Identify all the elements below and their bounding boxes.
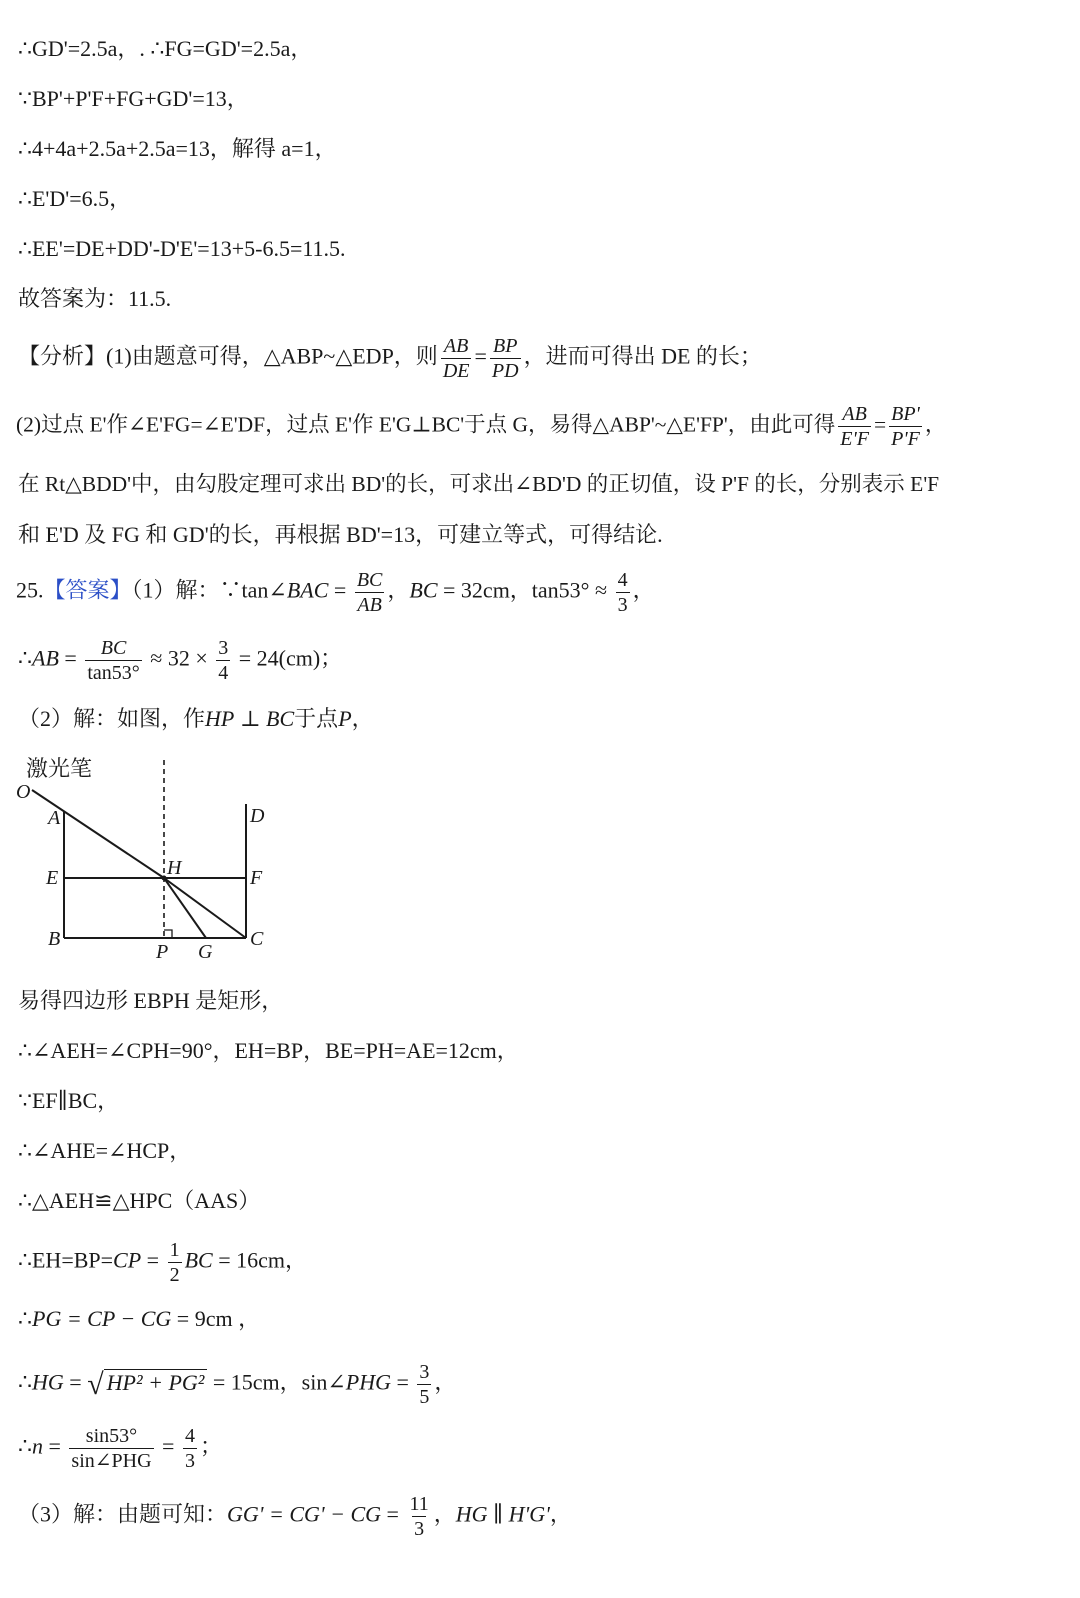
text-line: 在 Rt△BDD'中，由勾股定理可求出 BD'的长，可求出∠BD'D 的正切值，设 P'F 的长，分别表示 E'F — [18, 472, 940, 496]
math-var: BC — [266, 706, 295, 731]
math-var: AB — [32, 645, 59, 671]
math-var: BAC — [286, 577, 329, 603]
math-expression: GG' = CG' − CG — [227, 1501, 382, 1527]
math-var: BC — [184, 1247, 213, 1273]
fraction-bc-ab: $\frac{BC}{AB}$ — [356, 569, 383, 616]
label-d: D — [250, 805, 265, 827]
text-line: 易得四边形 EBPH 是矩形， — [18, 988, 284, 1013]
math-expression: HG ∥ H'G' — [455, 1501, 550, 1527]
math-text: = — [328, 577, 352, 603]
fraction-sin53-sinphg: $\frac{\sin 53^\circ}{\text{sin∠PHG}}$ — [71, 1425, 152, 1472]
math-text: ， — [434, 1369, 457, 1395]
text-line: ∴4+4a+2.5a+2.5a=13，解得 a=1， — [18, 136, 337, 161]
math-var: P — [338, 706, 352, 731]
math-text: = — [391, 1369, 415, 1395]
fraction-4-3: $\frac{4}{3}$ — [184, 1425, 195, 1472]
segment-hg — [164, 878, 206, 938]
math-var: PHG — [345, 1369, 391, 1395]
analysis-text: (1)由题意可得，△ABP~△EDP，则 — [106, 343, 438, 369]
math-text: ∴ — [18, 1433, 32, 1459]
fraction-11-3: $\frac{11}{3}$ — [409, 1493, 429, 1540]
math-expression: PG = CP − CG — [32, 1306, 172, 1331]
point-h-dot — [162, 876, 167, 881]
math-text: = — [156, 1433, 180, 1459]
math-text: ， — [387, 577, 410, 603]
math-line — [18, 706, 374, 732]
analysis-line — [18, 336, 762, 381]
math-text: ∴ — [18, 645, 32, 671]
fraction-3-5: $\frac{3}{5}$ — [419, 1361, 430, 1408]
math-text: = 15cm，sin∠ — [207, 1369, 346, 1395]
math-text: = — [381, 1501, 405, 1527]
equals-sign: = — [474, 343, 487, 369]
laser-line-oh — [32, 790, 164, 878]
label-p: P — [156, 941, 169, 963]
geometry-diagram — [14, 752, 304, 972]
fraction-ab-de: $\frac{AB}{DE}$ — [442, 335, 470, 382]
math-text: ， — [549, 1501, 572, 1527]
laser-pen-label: 激光笔 — [26, 757, 93, 782]
text-line: 故答案为：11.5. — [18, 286, 172, 311]
fraction-4-3: $\frac{4}{3}$ — [617, 569, 628, 616]
analysis-label: 分析 — [40, 343, 85, 369]
text-line: 和 E'D 及 FG 和 GD'的长，再根据 BD'=13，可建立等式，可得结论. — [18, 522, 663, 547]
math-text: ， — [632, 577, 655, 603]
math-text: = 24(cm)； — [233, 645, 343, 671]
math-text: ∴ — [18, 1306, 32, 1331]
text-line: ∴GD'=2.5a，. ∴FG=GD'=2.5a， — [18, 36, 313, 61]
text-line: ∴EE'=DE+DD'-D'E'=13+5-6.5=11.5. — [18, 236, 346, 261]
question-25-line — [16, 570, 655, 615]
fraction-3-4: $\frac{3}{4}$ — [218, 637, 229, 684]
text-line: ∵BP'+P'F+FG+GD'=13， — [18, 86, 249, 111]
text-line: ∴E'D'=6.5， — [18, 186, 132, 211]
segment-hc — [164, 878, 246, 938]
label-b: B — [48, 928, 61, 950]
math-var: HP — [205, 706, 235, 731]
math-text: = 16cm， — [212, 1247, 308, 1273]
label-g: G — [198, 941, 213, 963]
answer-tag: 【答案】 — [43, 577, 132, 603]
math-line — [18, 1306, 260, 1332]
math-text: ≈ 32 × — [144, 645, 214, 671]
math-text: （3）解：由题可知： — [18, 1501, 228, 1527]
label-e: E — [46, 867, 59, 889]
equals-sign: = — [873, 412, 887, 437]
right-angle-marker — [164, 930, 172, 938]
math-text: ， — [351, 706, 374, 731]
fraction-1-2: $\frac{1}{2}$ — [169, 1239, 180, 1286]
math-line — [18, 1494, 572, 1539]
label-c: C — [250, 928, 264, 950]
math-var: BC — [409, 577, 438, 603]
label-h: H — [167, 857, 182, 879]
math-var: n — [32, 1433, 43, 1459]
label-f: F — [250, 867, 263, 889]
question-number: 25. — [16, 577, 44, 603]
fraction-bp-pd: $\frac{BP}{PD}$ — [491, 335, 519, 382]
math-text: （2）解：如图，作 — [18, 706, 206, 731]
math-line — [18, 1426, 222, 1471]
fraction-bc-tan53: $\frac{BC}{\tan 53^\circ}$ — [87, 637, 140, 684]
analysis-text: ， — [924, 412, 947, 437]
math-text: ， — [433, 1501, 456, 1527]
analysis-bracket-open: 【 — [18, 343, 41, 369]
math-text: = 32cm，tan53° ≈ — [437, 577, 613, 603]
math-text: = — [58, 645, 83, 671]
math-text: ⊥ — [234, 706, 267, 731]
math-text: = — [43, 1433, 67, 1459]
text-line: ∴△AEH≌△HPC（AAS） — [18, 1188, 261, 1213]
math-line — [18, 1240, 307, 1285]
math-text: 于点 — [294, 706, 339, 731]
fraction-ab-ef: $\frac{AB}{E'F}$ — [840, 403, 869, 450]
square-root: √ HP² + PG² — [87, 1367, 207, 1403]
analysis-text: (2)过点 E'作∠E'FG=∠E'DF，过点 E'作 E'G⊥BC'于点 G，易得△ABP'~△E'FP'，由此可得 — [16, 412, 836, 437]
math-line — [18, 1362, 456, 1407]
analysis-text: ，进而可得出 DE 的长； — [523, 343, 762, 369]
math-text: ； — [199, 1433, 222, 1459]
analysis-line — [16, 404, 946, 449]
text-line: ∴∠AHE=∠HCP， — [18, 1138, 192, 1163]
label-a: A — [48, 807, 61, 829]
math-text: ∴EH=BP= — [18, 1247, 114, 1273]
analysis-bracket-close: 】 — [84, 343, 107, 369]
text-line: ∴∠AEH=∠CPH=90°，EH=BP，BE=PH=AE=12cm， — [18, 1038, 519, 1063]
label-o: O — [16, 781, 31, 803]
math-text: = — [63, 1369, 88, 1395]
math-line — [18, 638, 342, 683]
math-text: = 9cm ， — [171, 1306, 261, 1331]
text-line: ∵EF∥BC， — [18, 1088, 120, 1113]
fraction-bp-pf: $\frac{BP'}{P'F}$ — [891, 403, 920, 450]
math-text: （1）解：∵tan∠ — [131, 577, 287, 603]
math-var: CP — [113, 1247, 142, 1273]
math-text: = — [141, 1247, 165, 1273]
math-var: HG — [32, 1369, 64, 1395]
math-text: ∴ — [18, 1369, 32, 1395]
